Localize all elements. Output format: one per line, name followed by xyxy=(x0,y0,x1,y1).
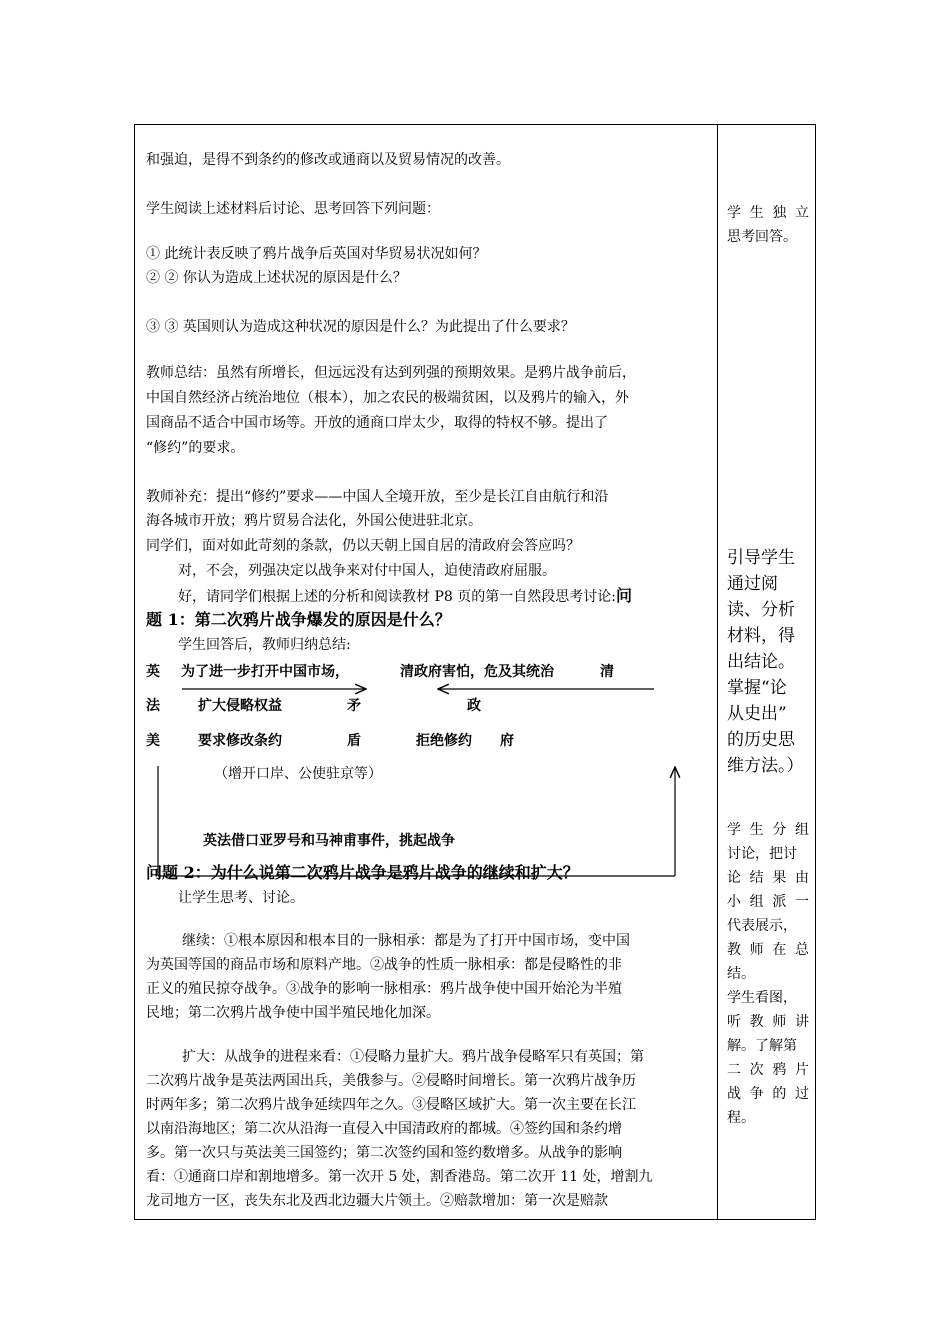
continue-line: 为英国等国的商品市场和原料产地。②战争的性质一脉相承：都是侵略性的非 xyxy=(146,957,622,973)
diagram-country-us: 美 xyxy=(146,733,160,749)
supplement-line: 海各城市开放；鸦片贸易合法化，外国公使进驻北京。 xyxy=(146,513,482,529)
diagram-western-interest: 扩大侵略权益 xyxy=(198,698,282,714)
side-note-independent: 学 生 独 立 思考回答。 xyxy=(727,205,809,245)
side-note-guide: 引导学生 通过阅 读、分析 材料，得 出结论。 掌握“论 从史出” 的历史思 维方法。） xyxy=(727,548,804,776)
summary-line: “修约”的要求。 xyxy=(146,440,245,456)
expand-line: 多。第一次只与英法美三国签约；第二次签约国和签约数增多。从战争的影响 xyxy=(146,1145,622,1161)
diagram-qing-char-1: 清 xyxy=(600,664,614,680)
teacher-question: 同学们，面对如此苛刻的条款，仍以天朝上国自居的清政府会答应吗？ xyxy=(146,538,580,554)
diagram-qing-fear: 清政府害怕，危及其统治 xyxy=(400,664,554,680)
problem-1-title: 题 1：第二次鸦片战争爆发的原因是什么？ xyxy=(146,610,451,629)
continue-line: 继续：①根本原因和根本目的一脉相承：都是为了打开中国市场，变中国 xyxy=(182,933,630,949)
expand-line: 二次鸦片战争是英法两国出兵，美俄参与。②侵略时间增长。第一次鸦片战争历 xyxy=(146,1073,636,1089)
expand-line: 龙司地方一区，丧失东北及西北边疆大片领土。②赔款增加：第一次是赔款 xyxy=(146,1193,608,1209)
side-note-group: 学 生 分 组 讨论，把讨 论 结 果 由 小 组 派 一 代表展示， 教 师 在 总 结。 学生看图， 听 教 师 讲 解。了解第 二 次 鸦 片 战 争 的 过 程。 xyxy=(727,822,809,1126)
question-2: ② ② 你认为造成上述状况的原因是什么？ xyxy=(146,270,407,286)
expand-line: 看：①通商口岸和割地增多。第一次开 5 处，割香港岛。第二次开 11 处，增割九 xyxy=(146,1169,653,1185)
expand-line: 扩大：从战争的进程来看：①侵略力量扩大。鸦片战争侵略军只有英国；第 xyxy=(182,1049,644,1065)
summary-line: 教师总结：虽然有所增长，但远远没有达到列强的预期效果。是鸦片战争前后， xyxy=(146,365,636,381)
discussion-prompt: 学生阅读上述材料后讨论、思考回答下列问题： xyxy=(146,201,440,217)
teacher-answer: 对，不会，列强决定以战争来对付中国人，迫使清政府屈服。 xyxy=(178,563,556,579)
diagram-country-uk: 英 xyxy=(146,664,160,680)
diagram-conflict-2: 盾 xyxy=(347,733,361,749)
supplement-line: 教师补充：提出“修约”要求——中国人全境开放，至少是长江自由航行和沿 xyxy=(146,489,609,505)
paragraph-continuation: 和强迫，是得不到条约的修改或通商以及贸易情况的改善。 xyxy=(146,152,510,168)
diagram-war-trigger: 英法借口亚罗号和马神甫事件，挑起战争 xyxy=(203,833,455,849)
summary-line: 中国自然经济占统治地位（根本），加之农民的极端贫困，以及鸦片的输入，外 xyxy=(146,390,629,406)
diagram-qing-char-2: 府 xyxy=(500,733,514,749)
diagram-qing-gov: 政 xyxy=(467,698,481,714)
diagram-qing-refuse: 拒绝修约 xyxy=(416,733,472,749)
problem-2-title: 问题 2：为什么说第二次鸦片战争是鸦片战争的继续和扩大？ xyxy=(146,863,579,882)
think-prompt: 让学生思考、讨论。 xyxy=(178,890,304,906)
expand-line: 时两年多；第二次鸦片战争延续四年之久。③侵略区域扩大。第一次主要在长江 xyxy=(146,1097,636,1113)
diagram-western-goal: 为了进一步打开中国市场， xyxy=(181,664,349,680)
diagram-country-fr: 法 xyxy=(146,698,160,714)
continue-line: 民地；第二次鸦片战争使中国半殖民地化加深。 xyxy=(146,1005,440,1021)
expand-line: 以南沿海地区；第二次从沿海一直侵入中国清政府的都城。④签约国和条约增 xyxy=(146,1121,622,1137)
diagram-conflict-1: 矛 xyxy=(347,698,361,714)
teacher-guide: 好，请同学们根据上述的分析和阅读教材 P8 页的第一自然段思考讨论:问 xyxy=(178,586,632,605)
diagram-western-demand: 要求修改条约 xyxy=(198,733,282,749)
question-1: ① 此统计表反映了鸦片战争后英国对华贸易状况如何？ xyxy=(146,246,487,262)
question-3: ③ ③ 英国则认为造成这种状况的原因是什么？为此提出了什么要求？ xyxy=(146,319,575,335)
continue-line: 正义的殖民掠夺战争。③战争的影响一脉相承：鸦片战争使中国开始沦为半殖 xyxy=(146,981,622,997)
summary-line: 国商品不适合中国市场等。开放的通商口岸太少，取得的特权不够。提出了 xyxy=(146,415,608,431)
student-answer-intro: 学生回答后，教师归纳总结: xyxy=(178,637,351,653)
diagram-note: （增开口岸、公使驻京等） xyxy=(214,766,382,782)
